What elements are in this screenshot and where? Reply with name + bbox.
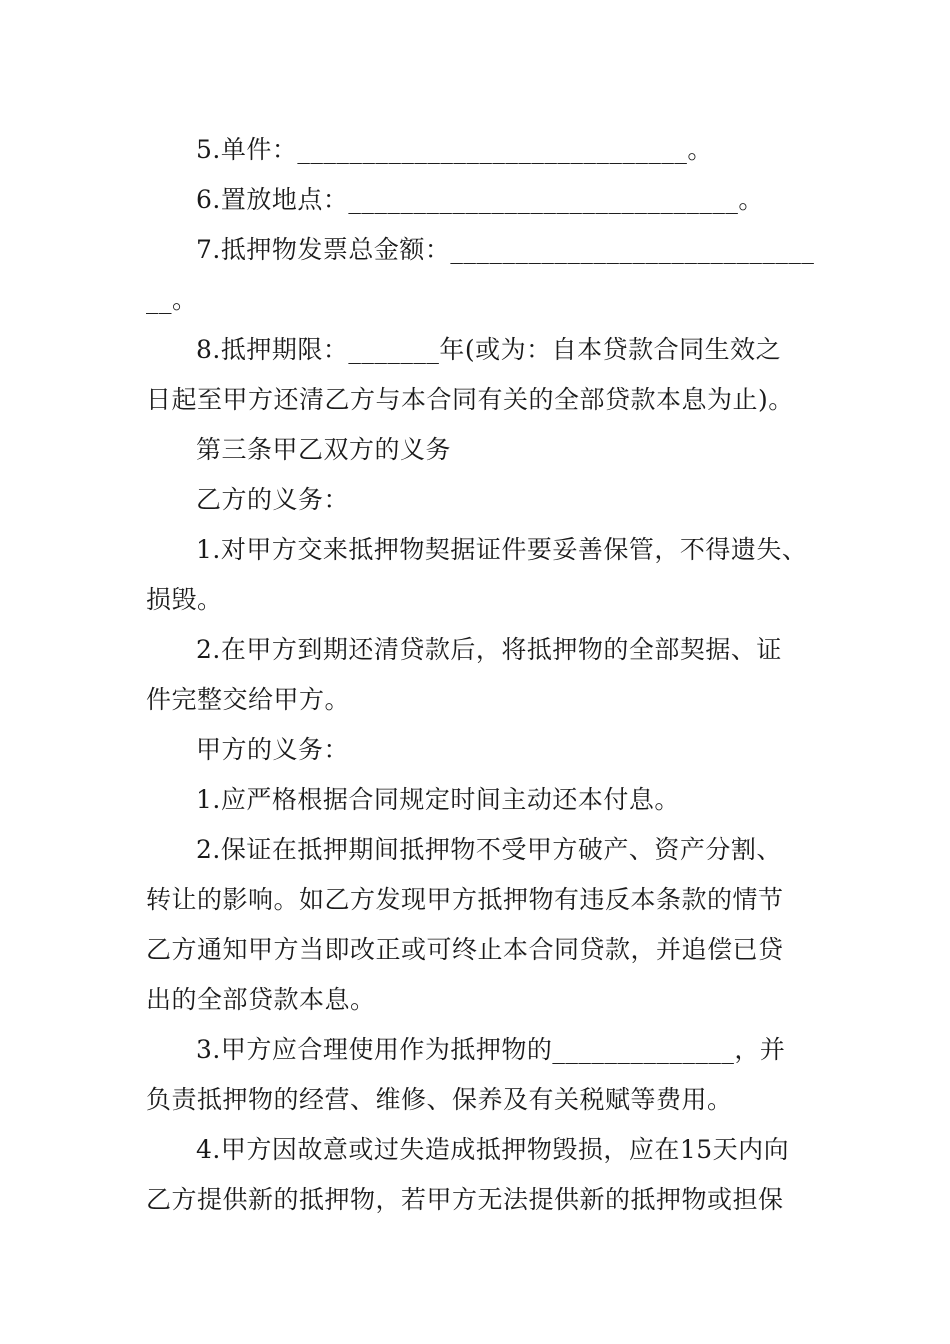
text-line: 4.甲方因故意或过失造成抵押物毁损，应在15天内向 <box>196 1135 790 1164</box>
subheading: 乙方的义务： <box>196 485 350 514</box>
text-line: 5.单件：______________________________。 <box>196 135 713 164</box>
text-line: 乙方提供新的抵押物，若甲方无法提供新的抵押物或担保 <box>146 1185 784 1214</box>
text-line: 6.置放地点：______________________________。 <box>196 185 764 214</box>
text-line: 出的全部贷款本息。 <box>146 985 376 1014</box>
text-line: 1.应严格根据合同规定时间主动还本付息。 <box>196 785 680 814</box>
text-line: 负责抵押物的经营、维修、保养及有关税赋等费用。 <box>146 1085 733 1114</box>
text-line: 7.抵押物发票总金额：____________________________ <box>196 235 815 264</box>
text-line: 2.在甲方到期还清贷款后，将抵押物的全部契据、证 <box>196 635 782 664</box>
text-line: 日起至甲方还清乙方与本合同有关的全部贷款本息为止)。 <box>146 385 794 414</box>
text-line: 损毁。 <box>146 585 223 614</box>
text-line: __。 <box>146 285 198 314</box>
text-line: 乙方通知甲方当即改正或可终止本合同贷款，并追偿已贷 <box>146 935 784 964</box>
text-line: 1.对甲方交来抵押物契据证件要妥善保管，不得遗失、 <box>196 535 808 564</box>
text-line: 8.抵押期限：_______年(或为：自本贷款合同生效之 <box>196 335 782 364</box>
text-line: 3.甲方应合理使用作为抵押物的______________，并 <box>196 1035 786 1064</box>
subheading: 甲方的义务： <box>196 735 350 764</box>
text-line: 件完整交给甲方。 <box>146 685 351 714</box>
text-line: 2.保证在抵押期间抵押物不受甲方破产、资产分割、 <box>196 835 782 864</box>
text-line: 转让的影响。如乙方发现甲方抵押物有违反本条款的情节 <box>146 885 784 914</box>
section-heading: 第三条甲乙双方的义务 <box>196 435 452 464</box>
